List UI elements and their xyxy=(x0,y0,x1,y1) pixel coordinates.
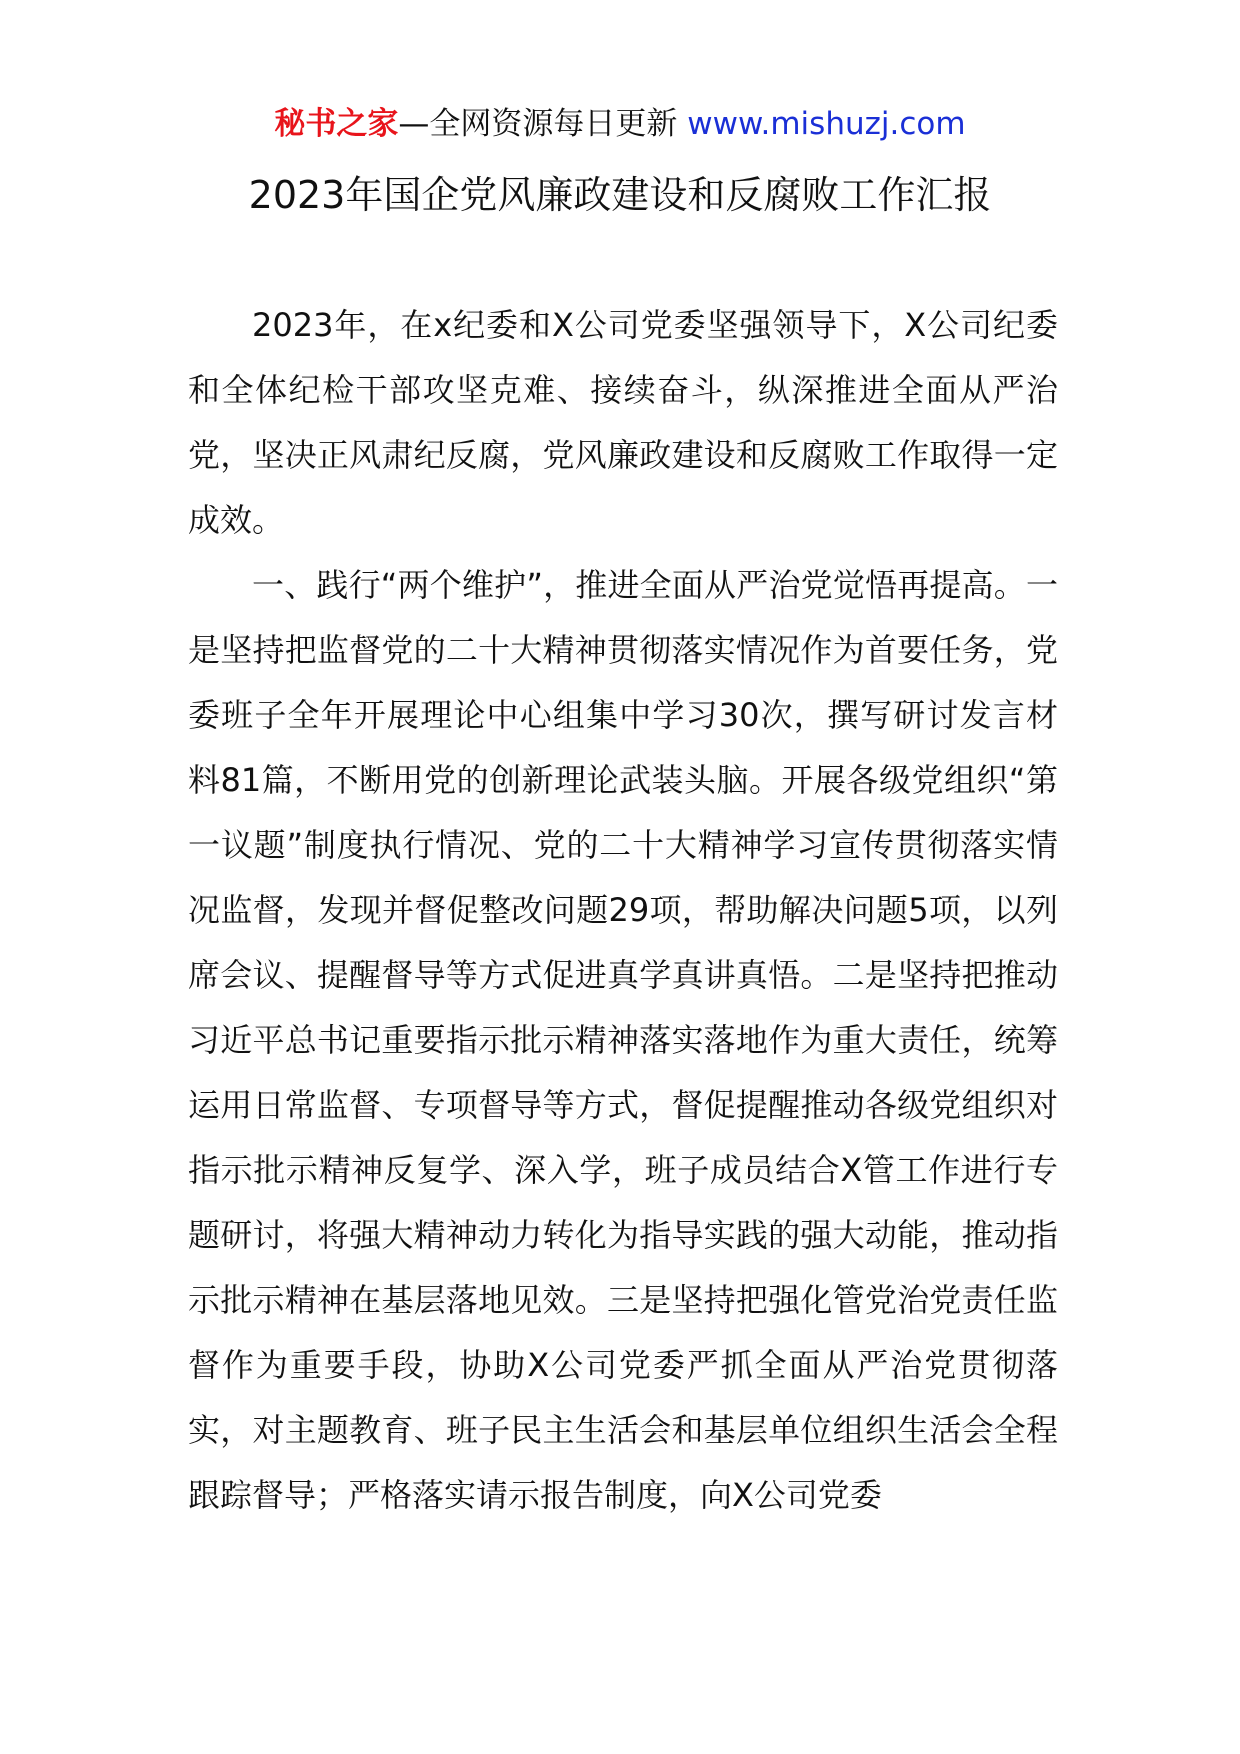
site-header xyxy=(0,100,1240,148)
site-brand: 秘书之家 xyxy=(274,106,399,142)
document-title: 2023年国企党风廉政建设和反腐败工作汇报 xyxy=(248,173,992,217)
site-url-link[interactable]: www.mishuzj.com xyxy=(687,106,966,142)
document-body xyxy=(188,293,1058,1528)
site-tagline: —全网资源每日更新 xyxy=(398,106,688,142)
paragraph-intro: 2023年，在x纪委和X公司党委坚强领导下，X公司纪委和全体纪检干部攻坚克难、接续奋斗，纵深推进全面从严治党，坚决正风肃纪反腐，党风廉政建设和反腐败工作取得一定成效。 xyxy=(188,306,1058,539)
paragraph-section-1: 一、践行“两个维护”，推进全面从严治党觉悟再提高。一是坚持把监督党的二十大精神贯彻落实情况作为首要任务，党委班子全年开展理论中心组集中学习30次，撰写研讨发言材料81篇，不断用党的创新理论武装头脑。开展各级党组织“第一议题”制度执行情况、党的二十大精神学习宣传贯彻落实情况监督，发现并督促整改问题29项，帮助解决问题5项，以列席会议、提醒督导等方式促进真学真讲真悟。二是坚持把推动习近平总书记重要指示批示精神落实落地作为重大责任，统筹运用日常监督、专项督导等方式，督促提醒推动各级党组织对指示批示精神反复学、深入学，班子成员结合X管工作进行专题研讨，将强大精神动力转化为指导实践的强大动能，推动指示批示精神在基层落地见效。三是坚持把强化管党治党责任监督作为重要手段，协助X公司党委严抓全面从严治党贯彻落实，对主题教育、班子民主生活会和基层单位组织生活会全程跟踪督导；严格落实请示报告制度，向X公司党委 xyxy=(188,566,1058,1514)
